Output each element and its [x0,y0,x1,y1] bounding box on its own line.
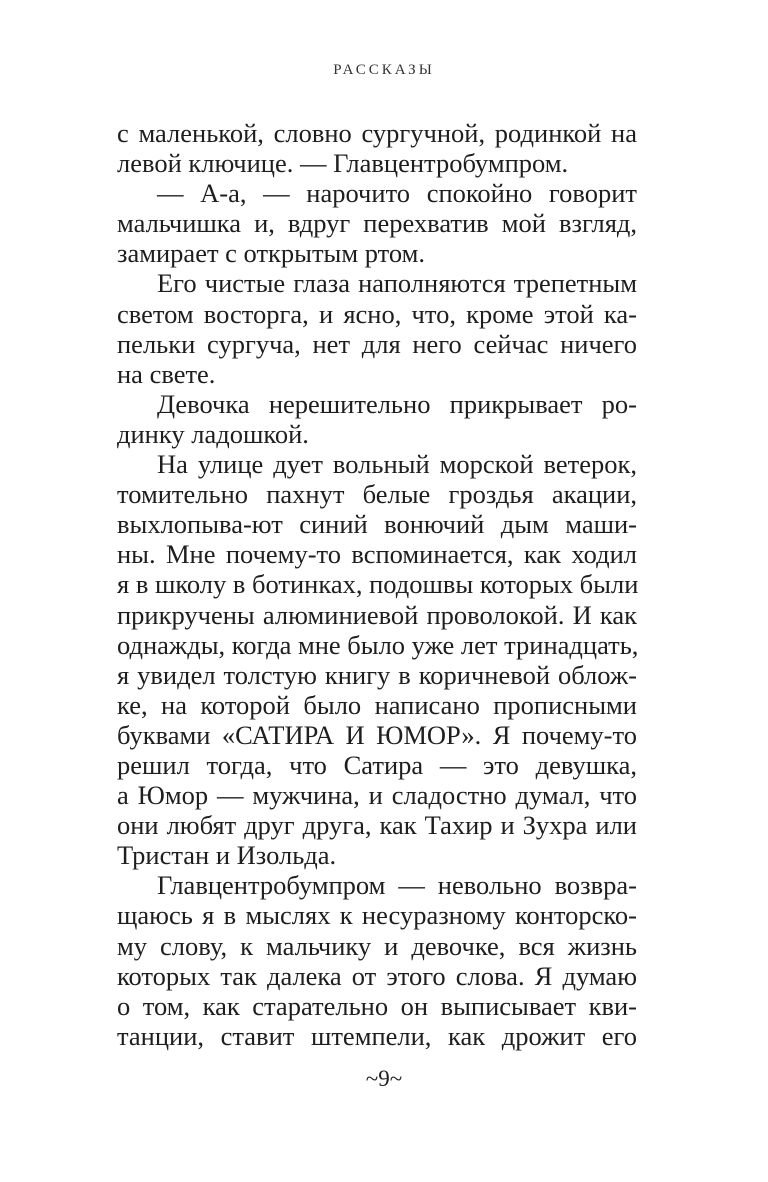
text-line: Главцентробумпром — невольно возвра- [157,870,637,901]
text-line: На улице дует вольный морской ветерок, [157,449,637,480]
text-line: динку ладошкой. [117,418,309,449]
page-number: ~9~ [365,1066,403,1091]
text-line: ке, на которой было написано прописными [117,689,637,720]
paragraph [117,870,637,1051]
text-line: му слову, к мальчику и девочке, вся жизнь [117,930,637,961]
text-line: Его чистые глаза наполняются трепетным [157,268,637,299]
paragraph [117,389,637,449]
text-line: они любят друг друга, как Тахир и Зухра или [117,810,637,841]
text-line: томительно пахнут белые гроздья акации, [117,479,637,510]
text-line: я в школу в ботинках, подошвы которых были [117,569,639,600]
text-line: левой ключице. — Главцентробумпром. [117,148,569,179]
text-line: — А-а, — нарочито спокойно говорит [157,178,637,209]
text-line: о том, как старательно он выписывает кви- [117,990,637,1021]
text-line: выхлопыва-ют синий вонючий дым маши- [117,509,637,540]
text-line: танции, ставит штемпели, как дрожит его [117,1020,637,1051]
text-line: щаюсь я в мыслях к несуразному конторско- [117,900,637,931]
text-line: мальчишка и, вдруг перехватив мой взгляд, [117,208,637,239]
text-line: на свете. [117,358,216,389]
text-line: с маленькой, словно сургучной, родинкой на [117,118,637,148]
body-text [117,118,637,1051]
running-header: РАССКАЗЫ [333,62,435,78]
text-line: Тристан и Изольда. [117,840,337,871]
text-line: светом восторга, и ясно, что, кроме этой ка- [117,298,637,329]
text-line: буквами «САТИРА И ЮМОР». Я почему-то [117,719,637,750]
text-line: я увидел толстую книгу в коричневой облож- [117,659,637,690]
text-line: которых так далека от этого слова. Я думаю [117,960,637,991]
paragraph [117,449,637,870]
text-line: Девочка нерешительно прикрывает ро- [157,388,637,419]
text-line: пельки сургуча, нет для него сейчас ничего [117,328,637,359]
paragraph [117,268,637,388]
paragraph [117,178,637,268]
text-line: замирает с открытым ртом. [117,238,426,269]
text-line: ны. Мне почему-то вспоминается, как ходил [117,539,637,570]
paragraph [117,118,637,178]
text-line: а Юмор — мужчина, и сладостно думал, что [117,780,637,811]
text-line: решил тогда, что Сатира — это девушка, [117,749,637,780]
text-line: однажды, когда мне было уже лет тринадцать, [117,629,639,660]
text-line: прикручены алюминиевой проволокой. И как [117,599,637,630]
